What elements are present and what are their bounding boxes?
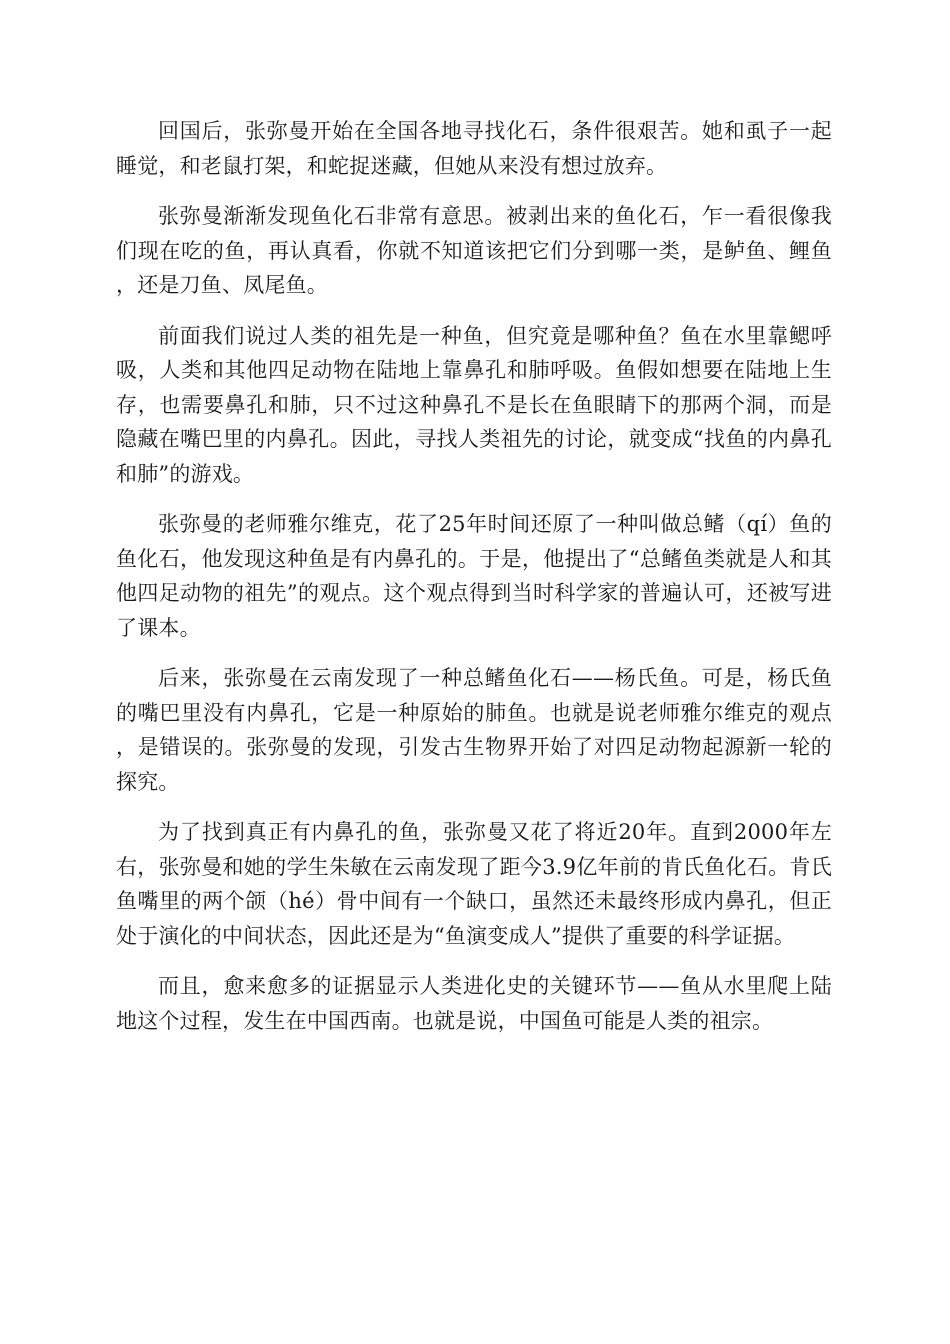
document-page (116, 114, 832, 1054)
paragraph-1: 回国后，张弥曼开始在全国各地寻找化石，条件很艰苦。她和虱子一起睡觉，和老鼠打架，和蛇捉迷藏，但她从来没有想过放弃。 (116, 119, 832, 178)
paragraph-7: 而且，愈来愈多的证据显示人类进化史的关键环节——鱼从水里爬上陆地这个过程，发生在中国西南。也就是说，中国鱼可能是人类的祖宗。 (116, 974, 832, 1033)
paragraph-5: 后来，张弥曼在云南发现了一种总鳍鱼化石——杨氏鱼。可是，杨氏鱼的嘴巴里没有内鼻孔，它是一种原始的肺鱼。也就是说老师雅尔维克的观点，是错误的。张弥曼的发现，引发古生物界开始了对四足动物起源新一轮的探究。 (116, 666, 832, 794)
paragraph-4: 张弥曼的老师雅尔维克，花了25年时间还原了一种叫做总鳍（qí）鱼的鱼化石，他发现这种鱼是有内鼻孔的。于是，他提出了“总鳍鱼类就是人和其他四足动物的祖先”的观点。这个观点得到当时科学家的普遍认可，还被写进了课本。 (116, 512, 832, 640)
paragraph-3: 前面我们说过人类的祖先是一种鱼，但究竟是哪种鱼？鱼在水里靠鳃呼吸，人类和其他四足动物在陆地上靠鼻孔和肺呼吸。鱼假如想要在陆地上生存，也需要鼻孔和肺，只不过这种鼻孔不是长在鱼眼睛下的那两个洞，而是隐藏在嘴巴里的内鼻孔。因此，寻找人类祖先的讨论，就变成“找鱼的内鼻孔和肺”的游戏。 (116, 323, 832, 486)
paragraph-2: 张弥曼渐渐发现鱼化石非常有意思。被剥出来的鱼化石，乍一看很像我们现在吃的鱼，再认真看，你就不知道该把它们分到哪一类，是鲈鱼、鲤鱼，还是刀鱼、凤尾鱼。 (116, 204, 832, 297)
paragraph-6: 为了找到真正有内鼻孔的鱼，张弥曼又花了将近20年。直到2000年左右，张弥曼和她的学生朱敏在云南发现了距今3.9亿年前的肯氏鱼化石。肯氏鱼嘴里的两个颌（hé）骨中间有一个缺口，虽然还未最终形成内鼻孔，但正处于演化的中间状态，因此还是为“鱼演变成人”提供了重要的科学证据。 (116, 820, 832, 948)
